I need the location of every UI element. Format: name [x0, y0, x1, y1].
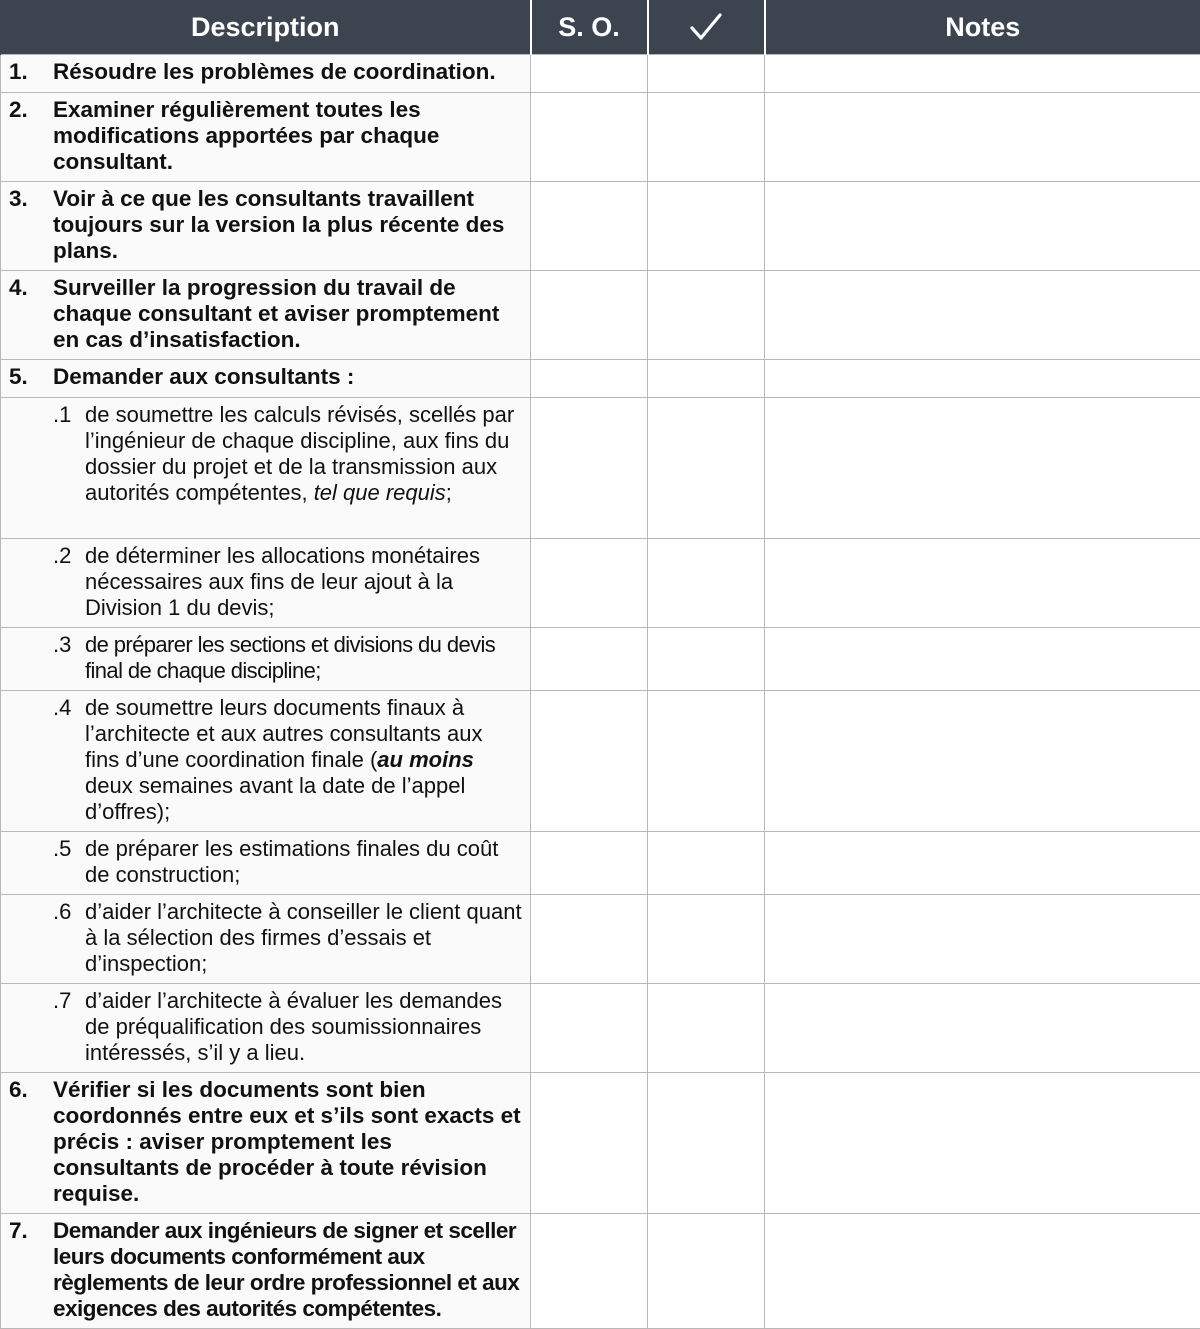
subitem-number: .3: [53, 632, 72, 657]
so-cell[interactable]: [531, 93, 648, 182]
subitem-text: d’aider l’architecte à évaluer les demandes de préqualification des soumissionnaires intéressés, s’il y a lieu.: [85, 988, 503, 1065]
check-cell[interactable]: [648, 691, 765, 832]
check-cell[interactable]: [648, 539, 765, 628]
header-description: Description: [1, 0, 531, 55]
so-cell[interactable]: [531, 628, 648, 691]
table-row: [1, 398, 1200, 539]
so-cell[interactable]: [531, 1214, 648, 1329]
subitem-number: .1: [53, 402, 72, 427]
description-cell: [1, 628, 531, 691]
item-text: Résoudre les problèmes de coordination.: [53, 59, 496, 84]
item-text: Voir à ce que les consultants travaillent toujours sur la version la plus récente des plans.: [53, 186, 505, 263]
notes-cell[interactable]: [765, 895, 1200, 984]
table-row: [1, 360, 1200, 398]
table-row: [1, 182, 1200, 271]
item-text: Surveiller la progression du travail de chaque consultant et aviser promptement en cas d’insatisfaction.: [53, 275, 500, 352]
check-cell[interactable]: [648, 55, 765, 93]
table-row: [1, 691, 1200, 832]
notes-cell[interactable]: [765, 1214, 1200, 1329]
check-cell[interactable]: [648, 628, 765, 691]
check-cell[interactable]: [648, 1214, 765, 1329]
subitem-number: .5: [53, 836, 72, 861]
table-row: [1, 832, 1200, 895]
subitem-text: de soumettre les calculs révisés, scellés par l’ingénieur de chaque discipline, aux fins du dossier du projet et de la transmission aux autorités compétentes, tel que requis;: [85, 402, 515, 505]
notes-cell[interactable]: [765, 93, 1200, 182]
table-row: [1, 984, 1200, 1073]
table-header-row: [1, 0, 1200, 55]
description-cell: [1, 1073, 531, 1214]
table-row: [1, 271, 1200, 360]
check-cell[interactable]: [648, 360, 765, 398]
header-check: [648, 0, 765, 55]
description-cell: [1, 539, 531, 628]
description-cell: [1, 55, 531, 93]
so-cell[interactable]: [531, 691, 648, 832]
so-cell[interactable]: [531, 182, 648, 271]
notes-cell[interactable]: [765, 691, 1200, 832]
check-cell[interactable]: [648, 93, 765, 182]
check-cell[interactable]: [648, 1073, 765, 1214]
item-number: 3.: [9, 186, 28, 211]
table-row: [1, 93, 1200, 182]
item-text: Demander aux ingénieurs de signer et sceller leurs documents conformément aux règlements de leur ordre professionnel et aux exigences des autorités compétentes.: [53, 1218, 520, 1321]
item-text: Demander aux consultants :: [53, 364, 355, 389]
header-notes: Notes: [765, 0, 1200, 55]
subitem-number: .7: [53, 988, 72, 1013]
description-cell: [1, 360, 531, 398]
check-cell[interactable]: [648, 271, 765, 360]
subitem-number: .2: [53, 543, 72, 568]
header-so: S. O.: [531, 0, 648, 55]
so-cell[interactable]: [531, 360, 648, 398]
table-row: [1, 895, 1200, 984]
item-number: 6.: [9, 1077, 28, 1102]
table-row: [1, 1214, 1200, 1329]
description-cell: [1, 984, 531, 1073]
item-text: Examiner régulièrement toutes les modifications apportées par chaque consultant.: [53, 97, 440, 174]
item-number: 5.: [9, 364, 28, 389]
description-cell: [1, 1214, 531, 1329]
description-cell: [1, 271, 531, 360]
table-row: [1, 539, 1200, 628]
description-cell: [1, 832, 531, 895]
notes-cell[interactable]: [765, 539, 1200, 628]
item-number: 1.: [9, 59, 28, 84]
subitem-text: de préparer les sections et divisions du devis final de chaque discipline;: [85, 632, 496, 683]
item-number: 2.: [9, 97, 28, 122]
table-row: [1, 1073, 1200, 1214]
table-row: [1, 628, 1200, 691]
subitem-text: d’aider l’architecte à conseiller le client quant à la sélection des firmes d’essais et d’inspection;: [85, 899, 522, 976]
subitem-text: de déterminer les allocations monétaires nécessaires aux fins de leur ajout à la Division 1 du devis;: [85, 543, 480, 620]
subitem-number: .6: [53, 899, 72, 924]
so-cell[interactable]: [531, 895, 648, 984]
check-icon: [689, 11, 723, 43]
description-cell: [1, 182, 531, 271]
so-cell[interactable]: [531, 55, 648, 93]
so-cell[interactable]: [531, 832, 648, 895]
notes-cell[interactable]: [765, 271, 1200, 360]
notes-cell[interactable]: [765, 360, 1200, 398]
notes-cell[interactable]: [765, 628, 1200, 691]
check-cell[interactable]: [648, 984, 765, 1073]
notes-cell[interactable]: [765, 398, 1200, 539]
description-cell: [1, 895, 531, 984]
description-cell: [1, 691, 531, 832]
notes-cell[interactable]: [765, 182, 1200, 271]
check-cell[interactable]: [648, 398, 765, 539]
subitem-text: de soumettre leurs documents finaux à l’architecte et aux autres consultants aux fins d’une coordination finale (au moins deux semaines avant la date de l’appel d’offres);: [85, 695, 483, 824]
notes-cell[interactable]: [765, 1073, 1200, 1214]
so-cell[interactable]: [531, 539, 648, 628]
description-cell: [1, 398, 531, 539]
description-cell: [1, 93, 531, 182]
notes-cell[interactable]: [765, 984, 1200, 1073]
so-cell[interactable]: [531, 1073, 648, 1214]
subitem-text: de préparer les estimations finales du coût de construction;: [85, 836, 499, 887]
notes-cell[interactable]: [765, 832, 1200, 895]
check-cell[interactable]: [648, 182, 765, 271]
notes-cell[interactable]: [765, 55, 1200, 93]
item-text: Vérifier si les documents sont bien coordonnés entre eux et s’ils sont exacts et précis : aviser promptement les consultants de procéder à toute révision requise.: [53, 1077, 521, 1206]
so-cell[interactable]: [531, 271, 648, 360]
so-cell[interactable]: [531, 984, 648, 1073]
subitem-number: .4: [53, 695, 72, 720]
item-number: 7.: [9, 1218, 28, 1243]
so-cell[interactable]: [531, 398, 648, 539]
item-number: 4.: [9, 275, 28, 300]
check-cell[interactable]: [648, 895, 765, 984]
check-cell[interactable]: [648, 832, 765, 895]
table-row: [1, 55, 1200, 93]
